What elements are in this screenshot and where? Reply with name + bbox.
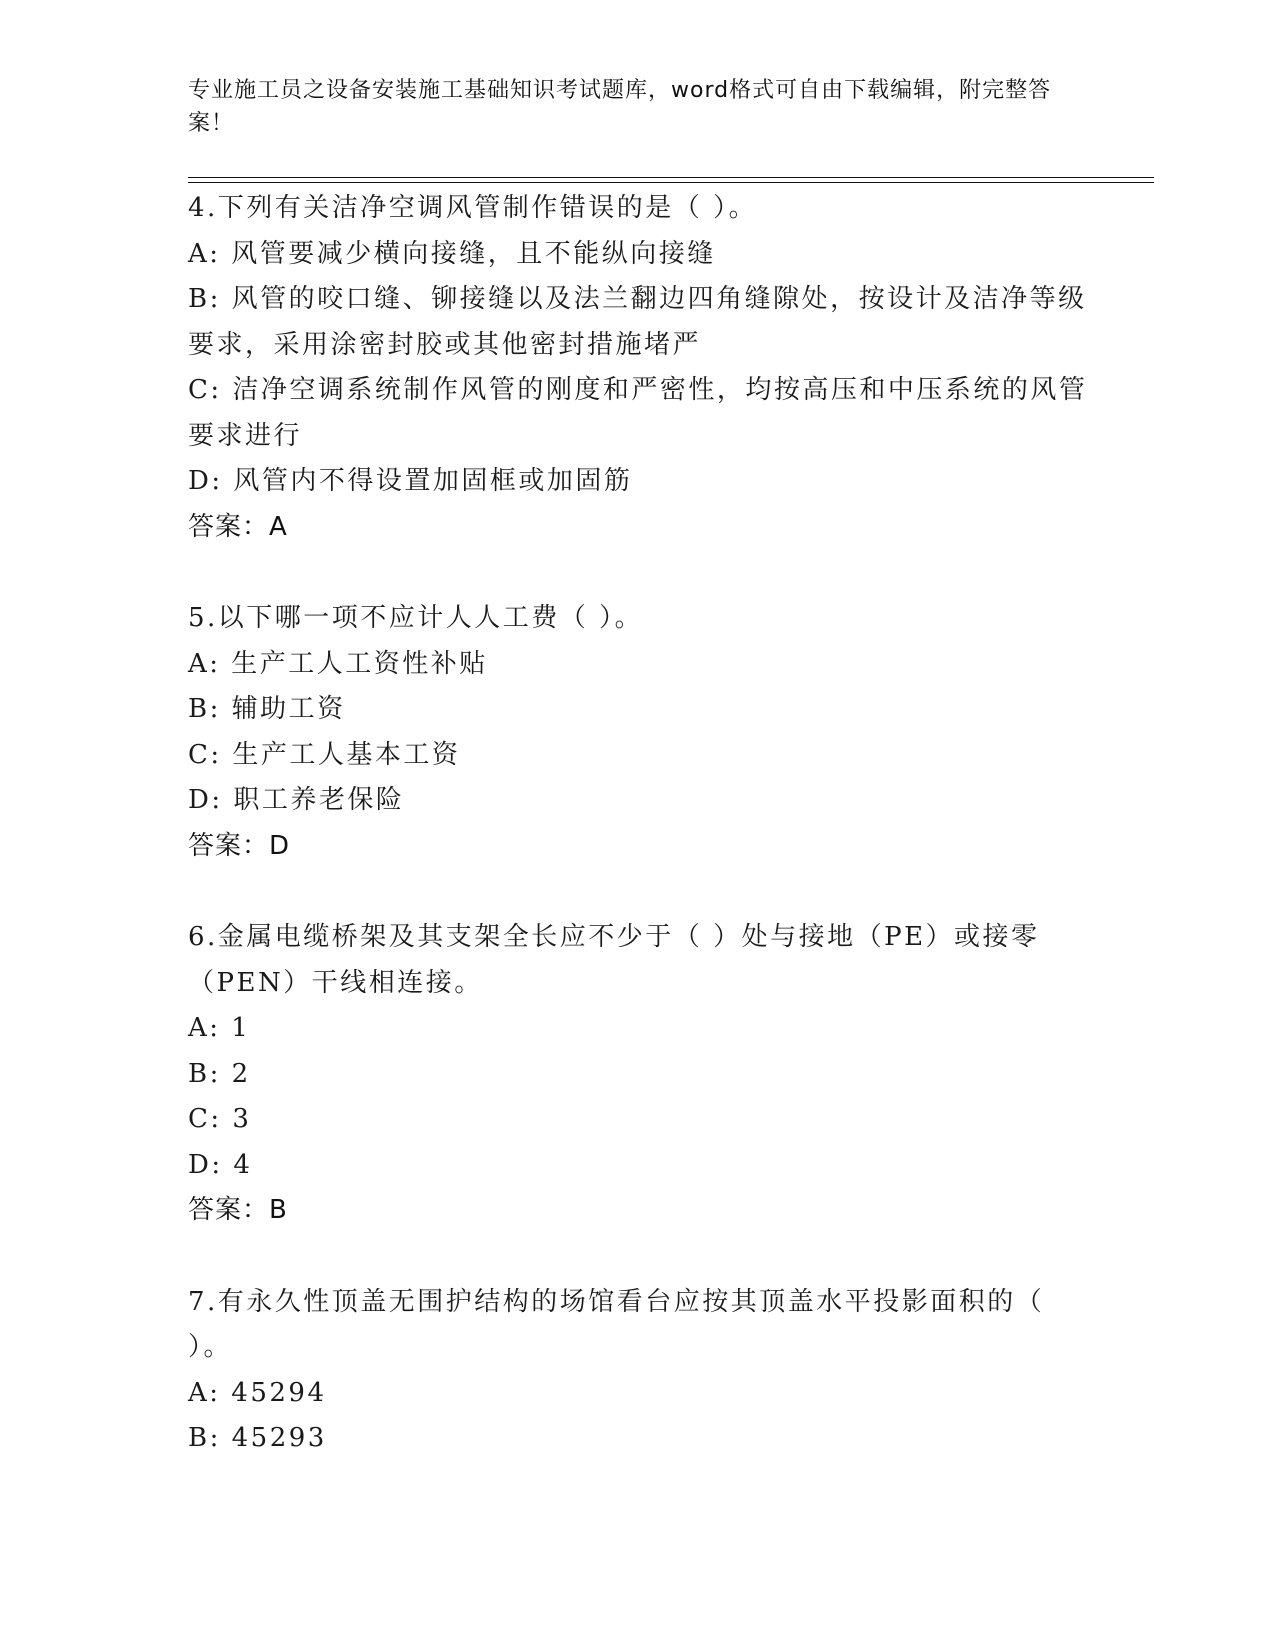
answer-line: 答案：D	[188, 830, 291, 861]
option-d: D: 职工养老保险	[188, 785, 405, 815]
option-a: A: 45294	[188, 1377, 327, 1408]
option-a: A: 生产工人工资性补贴	[188, 648, 488, 679]
option-a: A: 风管要减少横向接缝，且不能纵向接缝	[188, 238, 716, 269]
header-rule-top	[188, 177, 1154, 178]
option-b: B: 辅助工资	[188, 694, 346, 724]
option-b: B: 45293	[188, 1423, 327, 1453]
header-rule-bottom	[188, 182, 1154, 183]
option-c: C: 洁净空调系统制作风管的刚度和严密性，均按高压和中压系统的风管要求进行	[188, 375, 1088, 451]
document-header: 专业施工员之设备安装施工基础知识考试题库，word格式可自由下载编辑，附完整答案！	[188, 78, 1052, 136]
option-c: C: 3	[188, 1104, 252, 1134]
question-5	[188, 596, 1088, 869]
option-c: C: 生产工人基本工资	[188, 739, 461, 770]
question-list	[188, 186, 1088, 1508]
option-b: B: 2	[188, 1058, 251, 1089]
question-7	[188, 1280, 1088, 1462]
question-4	[188, 186, 1088, 550]
answer-line: 答案：B	[188, 1195, 288, 1225]
option-d: D: 风管内不得设置加固框或加固筋	[188, 466, 633, 496]
question-stem: 6.金属电缆桥架及其支架全长应不少于（ ）处与接地（PE）或接零（PEN）干线相连接。	[188, 922, 1040, 998]
option-a: A: 1	[188, 1013, 251, 1043]
question-stem: 7.有永久性顶盖无围护结构的场馆看台应按其顶盖水平投影面积的（ ）。	[188, 1286, 1045, 1362]
option-b: B: 风管的咬口缝、铆接缝以及法兰翻边四角缝隙处，按设计及洁净等级要求，采用涂密封胶或其他密封措施堵严	[188, 284, 1087, 360]
question-stem: 4.下列有关洁净空调风管制作错误的是（ ）。	[188, 193, 758, 223]
question-6	[188, 915, 1088, 1234]
question-stem: 5.以下哪一项不应计人人工费（ ）。	[188, 603, 644, 633]
option-d: D: 4	[188, 1149, 253, 1180]
answer-line: 答案：A	[188, 511, 288, 542]
